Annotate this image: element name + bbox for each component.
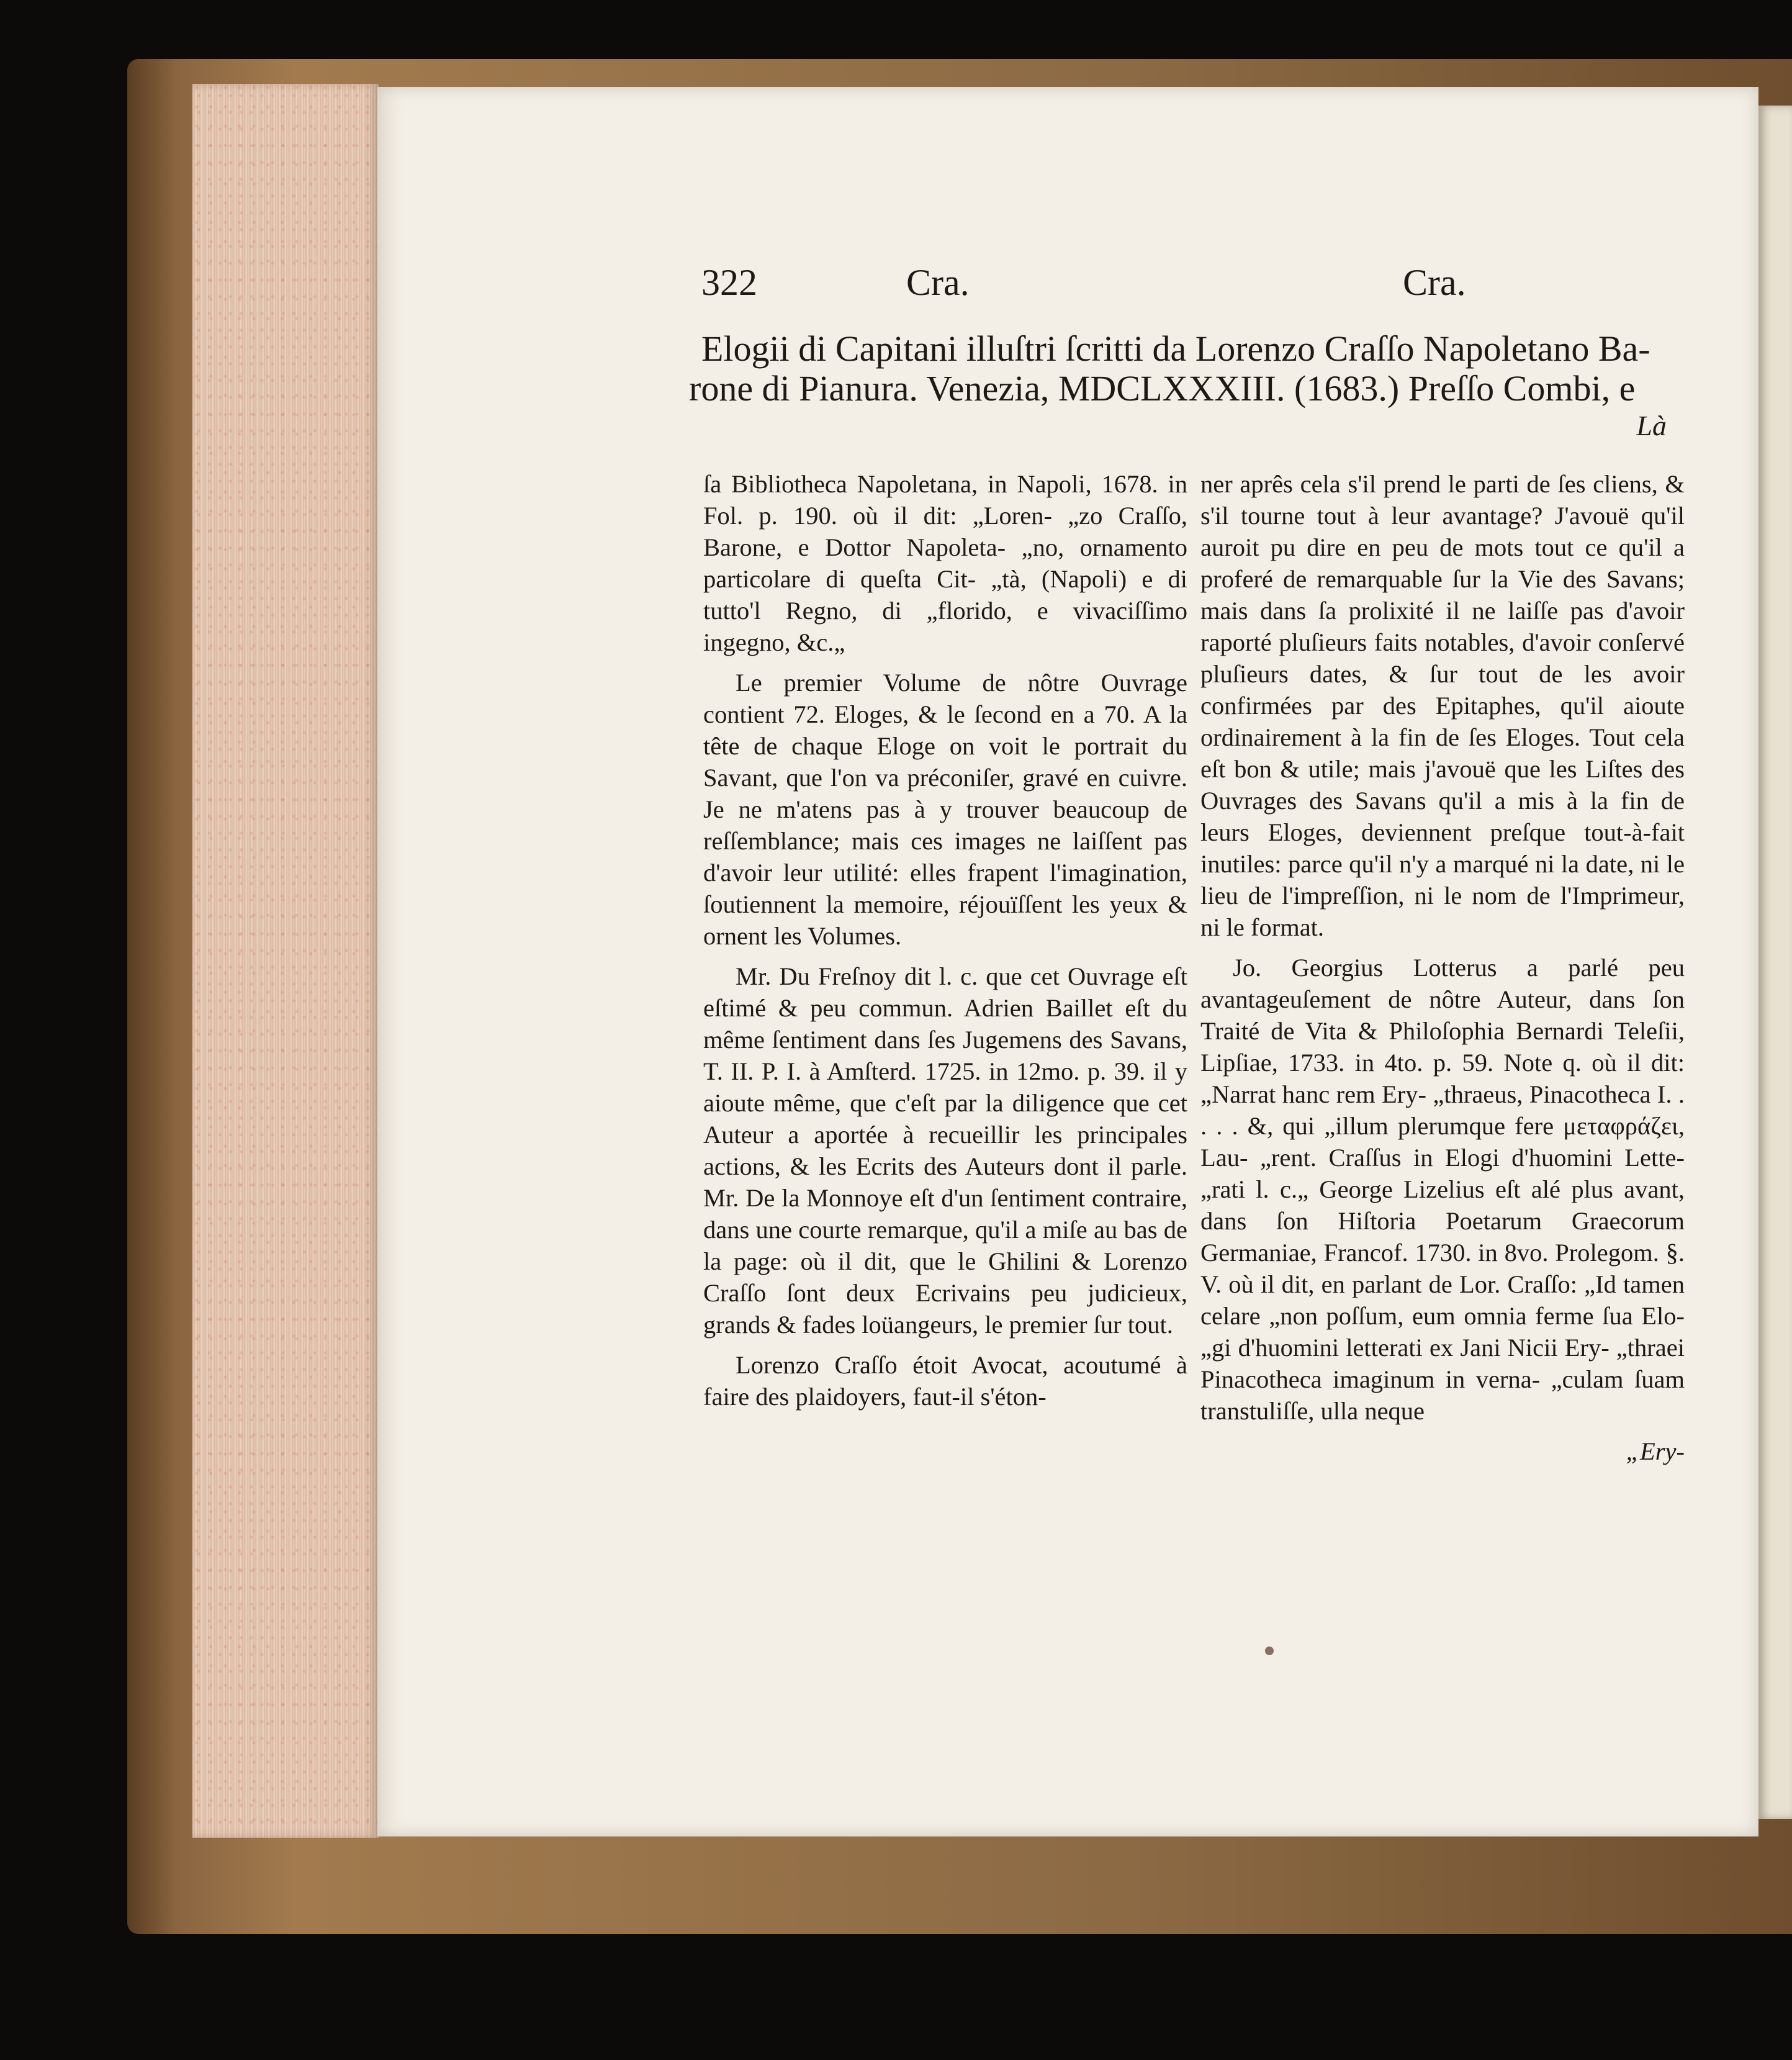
running-head-left: Cra. xyxy=(906,262,970,303)
right-paragraph-2: Jo. Georgius Lotterus a parlé peu avantageuſement de nôtre Auteur, dans ſon Traité de Vita & Philoſophia Bernardi Teleſii, Lipſiae, 1733. in 4to. p. 59. Note q. où il dit: „Narrat hanc rem Ery- „thraeus, Pinacotheca I. . . . . &, qui „illum plerumque fere μεταφράζει, Lau- „rent. Craſſus in Elogi d'huomini Lette- „rati l. c.„ George Lizelius eſt alé plus avant, dans ſon Hiſtoria Poetarum Graecorum Germaniae, Francof. 1730. in 8vo. Prolegom. §. V. où il dit, en parlant de Lor. Craſſo: „Id tamen celare „non poſſum, eum omnia ferme ſua Elo- „gi d'huomini letterati ex Jani Nicii Ery- „thraei Pinacotheca imaginum in verna- „culam ſuam transtuliſſe, ulla neque xyxy=(1200,954,1685,1425)
left-paragraph-1: ſa Bibliotheca Napoletana, in Napoli, 1678. in Fol. p. 190. où il dit: „Loren- „zo Craſſo, Barone, e Dottor Napoleta- „no, ornamento particolare di queſta Cit- „tà, (Napoli) e di tutto'l Regno, di „florido, e vivaciſſimo ingegno, &c.„ xyxy=(703,470,1187,656)
page-number: 322 xyxy=(701,262,757,303)
running-head-right: Cra. xyxy=(1403,262,1466,303)
title-line-2: rone di Pianura. Venezia, MDCLXXXIII. (1683.) Preſſo Combi, e xyxy=(689,368,1636,409)
ink-spot xyxy=(1265,1647,1274,1655)
title-line-1: Elogii di Capitani illuſtri ſcritti da Lorenzo Craſſo Napoletano Ba- xyxy=(701,328,1650,369)
bottom-catchword: „Ery- xyxy=(1626,1437,1685,1465)
right-paragraph-1: ner aprês cela s'il prend le parti de ſes cliens, & s'il tourne tout à leur avantage? J'avouë qu'il auroit pu dire en peu de mots tout ce qu'il a proferé de remarquable ſur la Vie des Savans; mais dans ſa prolixité il ne laiſſe pas d'avoir raporté pluſieurs faits notables, d'avoir conſervé pluſieurs dates, & ſur tout de les avoir confirmées par des Epitaphes, qu'il aioute ordinairement à la fin de ſes Eloges. Tout cela eſt bon & utile; mais j'avouë que les Liſtes des Ouvrages des Savans qu'il a mis à la fin de leurs Eloges, deviennent preſque tout-à-fait inutiles: parce qu'il n'y a marqué ni la date, ni le lieu de l'impreſſion, ni le nom de l'Imprimeur, ni le format. xyxy=(1200,470,1685,941)
entry-title xyxy=(689,328,1667,443)
title-catchword: Là xyxy=(1636,410,1667,441)
facing-page-edge xyxy=(1758,106,1792,1819)
page-block-edge xyxy=(192,84,379,1838)
left-column xyxy=(703,468,1187,1421)
left-paragraph-3: Mr. Du Freſnoy dit l. c. que cet Ouvrage eſt eſtimé & peu commun. Adrien Baillet eſt du même ſentiment dans ſes Jugemens des Savans, T. II. P. I. à Amſterd. 1725. in 12mo. p. 39. il y aioute même, que c'eſt par la diligence que cet Auteur a aportée à recueillir les principales actions, & les Ecrits des Auteurs dont il parle. Mr. De la Monnoye eſt d'un ſentiment contraire, dans une courte remarque, qu'il a miſe au bas de la page: où il dit, que le Ghilini & Lorenzo Craſſo ſont deux Ecrivains peu judicieux, grands & fades loüangeurs, le premier ſur tout. xyxy=(703,962,1187,1339)
left-paragraph-4: Lorenzo Craſſo étoit Avocat, acoutumé à faire des plaidoyers, faut-il s'éton- xyxy=(703,1351,1187,1411)
left-paragraph-2: Le premier Volume de nôtre Ouvrage contient 72. Eloges, & le ſecond en a 70. A la tête de chaque Eloge on voit le portrait du Savant, que l'on va préconiſer, gravé en cuivre. Je ne m'atens pas à y trouver beaucoup de reſſemblance; mais ces images ne laiſſent pas d'avoir leur utilité: elles frapent l'imagination, ſoutiennent la memoire, réjouïſſent les yeux & ornent les Volumes. xyxy=(703,669,1187,950)
right-column xyxy=(1200,468,1685,1467)
